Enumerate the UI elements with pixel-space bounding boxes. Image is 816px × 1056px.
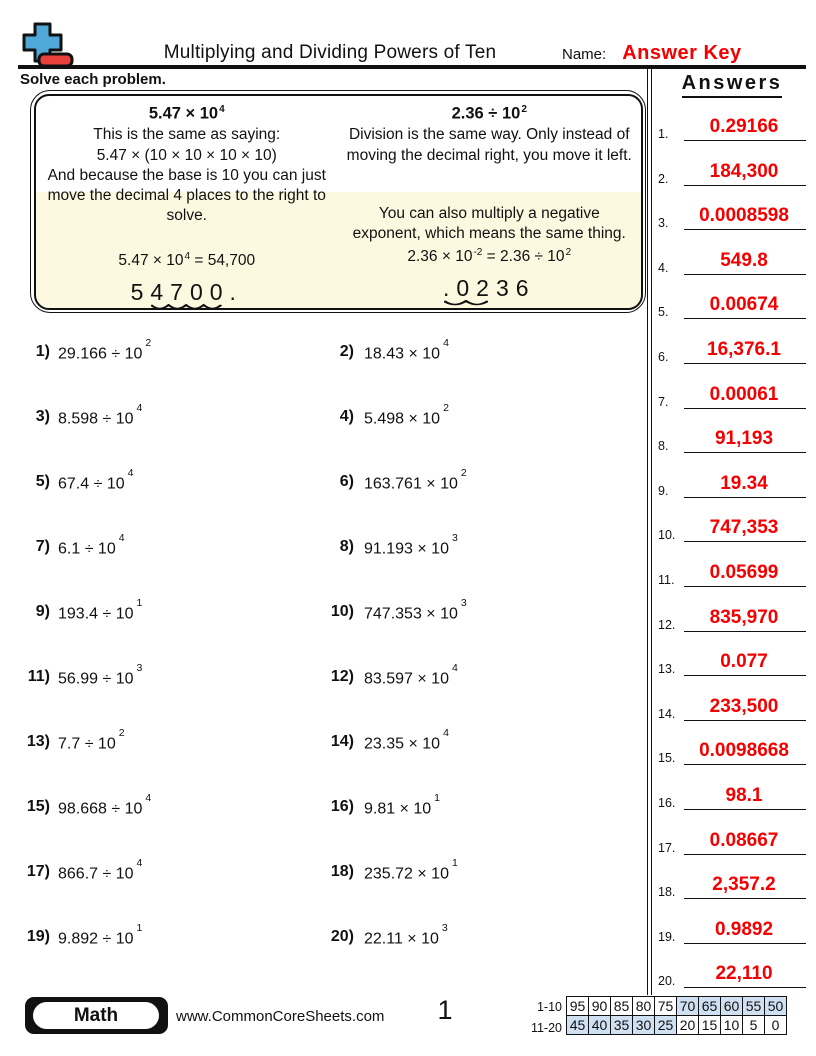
- answer-number: 15.: [658, 751, 676, 766]
- score-cell: 70: [677, 997, 699, 1016]
- answer-number: 20.: [658, 974, 676, 989]
- score-cell: 50: [765, 997, 787, 1016]
- score-cell: 85: [611, 997, 633, 1016]
- answer-row: [656, 457, 808, 501]
- answer-blank-line: [684, 898, 806, 899]
- score-cell: 95: [567, 997, 589, 1016]
- problem-row: [0, 597, 648, 665]
- problem-expression: $98.668 \div 10^4$: [58, 792, 152, 818]
- answer-row: [656, 546, 808, 590]
- score-cell: 0: [765, 1016, 787, 1035]
- problem-number: 13): [26, 733, 50, 750]
- example-box-inner: [34, 94, 643, 310]
- problem-expression: $91.193 \times 10^3$: [364, 532, 458, 558]
- problem-expression: $23.35 \times 10^4$: [364, 727, 449, 753]
- answer-row: [656, 145, 808, 189]
- problem-number: 6): [339, 473, 354, 490]
- problem-row: [0, 857, 648, 925]
- problem-number: 19): [26, 928, 50, 945]
- page-title: Multiplying and Dividing Powers of Ten: [163, 42, 497, 63]
- answer-value: 22,110: [715, 963, 773, 985]
- problem-expression: $235.72 \times 10^1$: [364, 857, 458, 883]
- answer-number: 14.: [658, 706, 676, 721]
- problem-number: 16): [330, 798, 354, 815]
- answer-row: [656, 278, 808, 322]
- problem-expression: $866.7 \div 10^4$: [58, 857, 143, 883]
- answer-blank-line: [684, 987, 806, 988]
- problem-row: [0, 922, 648, 990]
- answer-row: [656, 234, 808, 278]
- problem-number: 2): [339, 343, 354, 360]
- problem-number: 17): [26, 863, 50, 880]
- name-row: [562, 42, 742, 65]
- example-right-para2: You can also multiply a negative exponent, which means the same thing.: [352, 204, 626, 242]
- subject-badge: [25, 997, 168, 1034]
- answer-blank-line: [684, 452, 806, 453]
- answer-row: [656, 501, 808, 545]
- answer-row: [656, 814, 808, 858]
- answer-value: 2,357.2: [712, 874, 776, 896]
- answer-number: 10.: [658, 528, 676, 543]
- plus-minus-logo-icon: [18, 22, 76, 70]
- problem-expression: $22.11 \times 10^3$: [364, 922, 448, 948]
- problem-number: 11): [27, 668, 50, 685]
- problem-expression: $9.81 \times 10^1$: [364, 792, 441, 818]
- answer-value: 16,376.1: [707, 339, 781, 360]
- problem-expression: $18.43 \times 10^4$: [364, 337, 449, 363]
- answer-value: 233,500: [709, 695, 779, 717]
- answer-value: 19.34: [720, 472, 768, 494]
- score-cell: 25: [655, 1016, 677, 1035]
- score-row: [567, 997, 787, 1016]
- problem-expression: $747.353 \times 10^3$: [364, 597, 467, 623]
- subject-label: Math: [33, 1002, 159, 1029]
- answer-number: 11.: [658, 573, 675, 587]
- problem-expression: $29.166 \div 10^2$: [58, 337, 152, 363]
- answer-blank-line: [684, 720, 806, 721]
- problem-expression: $7.7 \div 10^2$: [58, 727, 125, 753]
- problem-number: 14): [330, 733, 354, 750]
- answer-value: 0.077: [720, 651, 768, 673]
- header-divider: [18, 65, 806, 69]
- website-text: www.CommonCoreSheets.com: [176, 1008, 385, 1025]
- problem-number: 9): [35, 603, 50, 620]
- score-row: [567, 1016, 787, 1035]
- score-cell: 90: [589, 997, 611, 1016]
- answers-section: [656, 100, 808, 1000]
- answer-blank-line: [684, 541, 806, 542]
- example-left-column: [36, 96, 339, 308]
- answer-row: [656, 724, 808, 768]
- answer-value: 0.0008598: [699, 205, 789, 227]
- wavy-underline-icon: [444, 300, 488, 308]
- answer-number: 8.: [658, 439, 669, 454]
- score-cell: 75: [655, 997, 677, 1016]
- answer-blank-line: [684, 318, 806, 319]
- score-cell: 55: [743, 997, 765, 1016]
- example-left-equation: $5.47 \times 10^4 = 54,700$: [118, 251, 256, 270]
- score-range-label: 11-20: [530, 1021, 562, 1035]
- answer-value: 0.00674: [709, 294, 779, 316]
- answer-blank-line: [684, 631, 806, 632]
- problem-number: 15): [26, 798, 50, 815]
- score-cell: 40: [589, 1016, 611, 1035]
- score-cell: 35: [611, 1016, 633, 1035]
- problem-expression: $67.4 \div 10^4$: [58, 467, 134, 493]
- problem-number: 8): [339, 538, 354, 555]
- problem-expression: $6.1 \div 10^4$: [58, 532, 125, 558]
- answer-blank-line: [684, 854, 806, 855]
- answer-value: 98.1: [725, 785, 763, 806]
- answer-blank-line: [684, 274, 806, 275]
- answer-value: 0.00061: [709, 383, 779, 405]
- problem-expression: $56.99 \div 10^3$: [58, 662, 143, 688]
- example-left-line3: And because the base is 10 you can just move the decimal 4 places to the right to solve.: [47, 166, 326, 224]
- problem-expression: $9.892 \div 10^1$: [58, 922, 143, 948]
- score-table: [566, 996, 787, 1035]
- answer-row: [656, 100, 808, 144]
- score-cell: 20: [677, 1016, 699, 1035]
- answer-blank-line: [684, 408, 806, 409]
- problem-number: 7): [35, 538, 50, 555]
- answer-row: [656, 412, 808, 456]
- problem-expression: $193.4 \div 10^1$: [58, 597, 143, 623]
- answer-number: 3.: [658, 216, 669, 231]
- answer-blank-line: [684, 764, 806, 765]
- problem-row: [0, 792, 648, 860]
- answer-number: 2.: [658, 171, 669, 186]
- example-left-heading: $5.47 \times 10^4$: [148, 103, 225, 122]
- answer-value: 0.29166: [709, 116, 779, 137]
- problem-number: 10): [330, 603, 354, 620]
- example-right-column: [338, 96, 641, 308]
- example-right-digits: .02 36: [443, 274, 536, 304]
- problem-number: 5): [35, 473, 50, 490]
- problem-row: [0, 337, 648, 405]
- problem-number: 12): [330, 668, 354, 685]
- answer-value: 747,353: [709, 517, 779, 539]
- problems-section: [0, 337, 648, 995]
- example-box: [30, 90, 646, 313]
- name-value: Answer Key: [622, 42, 742, 64]
- answer-value: 0.05699: [709, 562, 779, 583]
- answer-row: [656, 591, 808, 635]
- score-cell: 45: [567, 1016, 589, 1035]
- answer-row: [656, 769, 808, 813]
- answer-number: 4.: [658, 260, 669, 275]
- page-number: 1: [437, 995, 453, 1025]
- answer-number: 17.: [658, 840, 676, 855]
- answer-blank-line: [684, 586, 806, 587]
- answer-row: [656, 858, 808, 902]
- problem-row: [0, 467, 648, 535]
- problem-row: [0, 402, 648, 470]
- answers-divider: [647, 69, 652, 995]
- answer-number: 19.: [658, 929, 676, 944]
- answer-number: 1.: [658, 127, 669, 141]
- answer-number: 13.: [658, 662, 676, 677]
- answer-number: 18.: [658, 885, 676, 900]
- problem-expression: $163.761 \times 10^2$: [364, 467, 467, 493]
- answer-number: 16.: [658, 796, 676, 810]
- answer-value: 184,300: [709, 160, 779, 182]
- answer-number: 6.: [658, 350, 669, 364]
- problem-number: 1): [35, 343, 50, 360]
- problem-number: 18): [330, 863, 354, 880]
- answer-blank-line: [684, 809, 806, 810]
- score-cell: 15: [699, 1016, 721, 1035]
- problem-expression: $5.498 \times 10^2$: [364, 402, 449, 428]
- answer-number: 12.: [658, 617, 676, 632]
- answer-row: [656, 323, 808, 367]
- score-range-label: 1-10: [536, 1000, 562, 1014]
- problem-number: 20): [330, 928, 354, 945]
- answer-blank-line: [684, 229, 806, 230]
- example-left-line2: 5.47 × (10 × 10 × 10 × 10): [96, 146, 277, 164]
- answer-value: 0.9892: [714, 918, 774, 940]
- answer-blank-line: [684, 185, 806, 186]
- name-label: Name:: [562, 46, 607, 63]
- answer-blank-line: [684, 497, 806, 498]
- problem-row: [0, 532, 648, 600]
- answer-row: [656, 635, 808, 679]
- answers-title: Answers: [656, 72, 808, 98]
- answer-value: 549.8: [720, 249, 768, 271]
- answer-number: 9.: [658, 483, 669, 498]
- problem-number: 4): [339, 408, 354, 425]
- answer-row: [656, 189, 808, 233]
- example-left-digits: 54700 .: [131, 278, 243, 308]
- problem-row: [0, 727, 648, 795]
- example-right-para1: Division is the same way. Only instead of moving the decimal right, you move it left.: [346, 126, 632, 164]
- answer-blank-line: [684, 140, 806, 141]
- answer-row: [656, 903, 808, 947]
- problem-number: 3): [35, 408, 50, 425]
- problem-expression: $8.598 \div 10^4$: [58, 402, 143, 428]
- problem-row: [0, 662, 648, 730]
- score-cell: 60: [721, 997, 743, 1016]
- score-cell: 80: [633, 997, 655, 1016]
- answer-row: [656, 368, 808, 412]
- score-cell: 10: [721, 1016, 743, 1035]
- answer-value: 0.08667: [709, 829, 779, 851]
- answer-blank-line: [684, 363, 806, 364]
- answer-value: 835,970: [709, 606, 779, 628]
- score-cell: 5: [743, 1016, 765, 1035]
- wavy-underline-icon: [151, 304, 221, 309]
- answer-value: 0.0098668: [699, 740, 789, 762]
- answer-blank-line: [684, 675, 806, 676]
- example-right-equation: $2.36 \times 10^{-2} = 2.36 \div 10^2$: [407, 247, 572, 266]
- problem-expression: $83.597 \times 10^4$: [364, 662, 458, 688]
- instruction-text: Solve each problem.: [20, 71, 166, 88]
- score-cell: 65: [699, 997, 721, 1016]
- answer-number: 5.: [658, 305, 669, 320]
- answer-row: [656, 680, 808, 724]
- answer-number: 7.: [658, 394, 669, 409]
- example-right-heading: $2.36 \div 10^2$: [451, 103, 527, 122]
- answer-value: 91,193: [714, 428, 774, 450]
- score-cell: 30: [633, 1016, 655, 1035]
- answer-row: [656, 947, 808, 991]
- example-left-line1: This is the same as saying:: [93, 126, 281, 144]
- answer-blank-line: [684, 943, 806, 944]
